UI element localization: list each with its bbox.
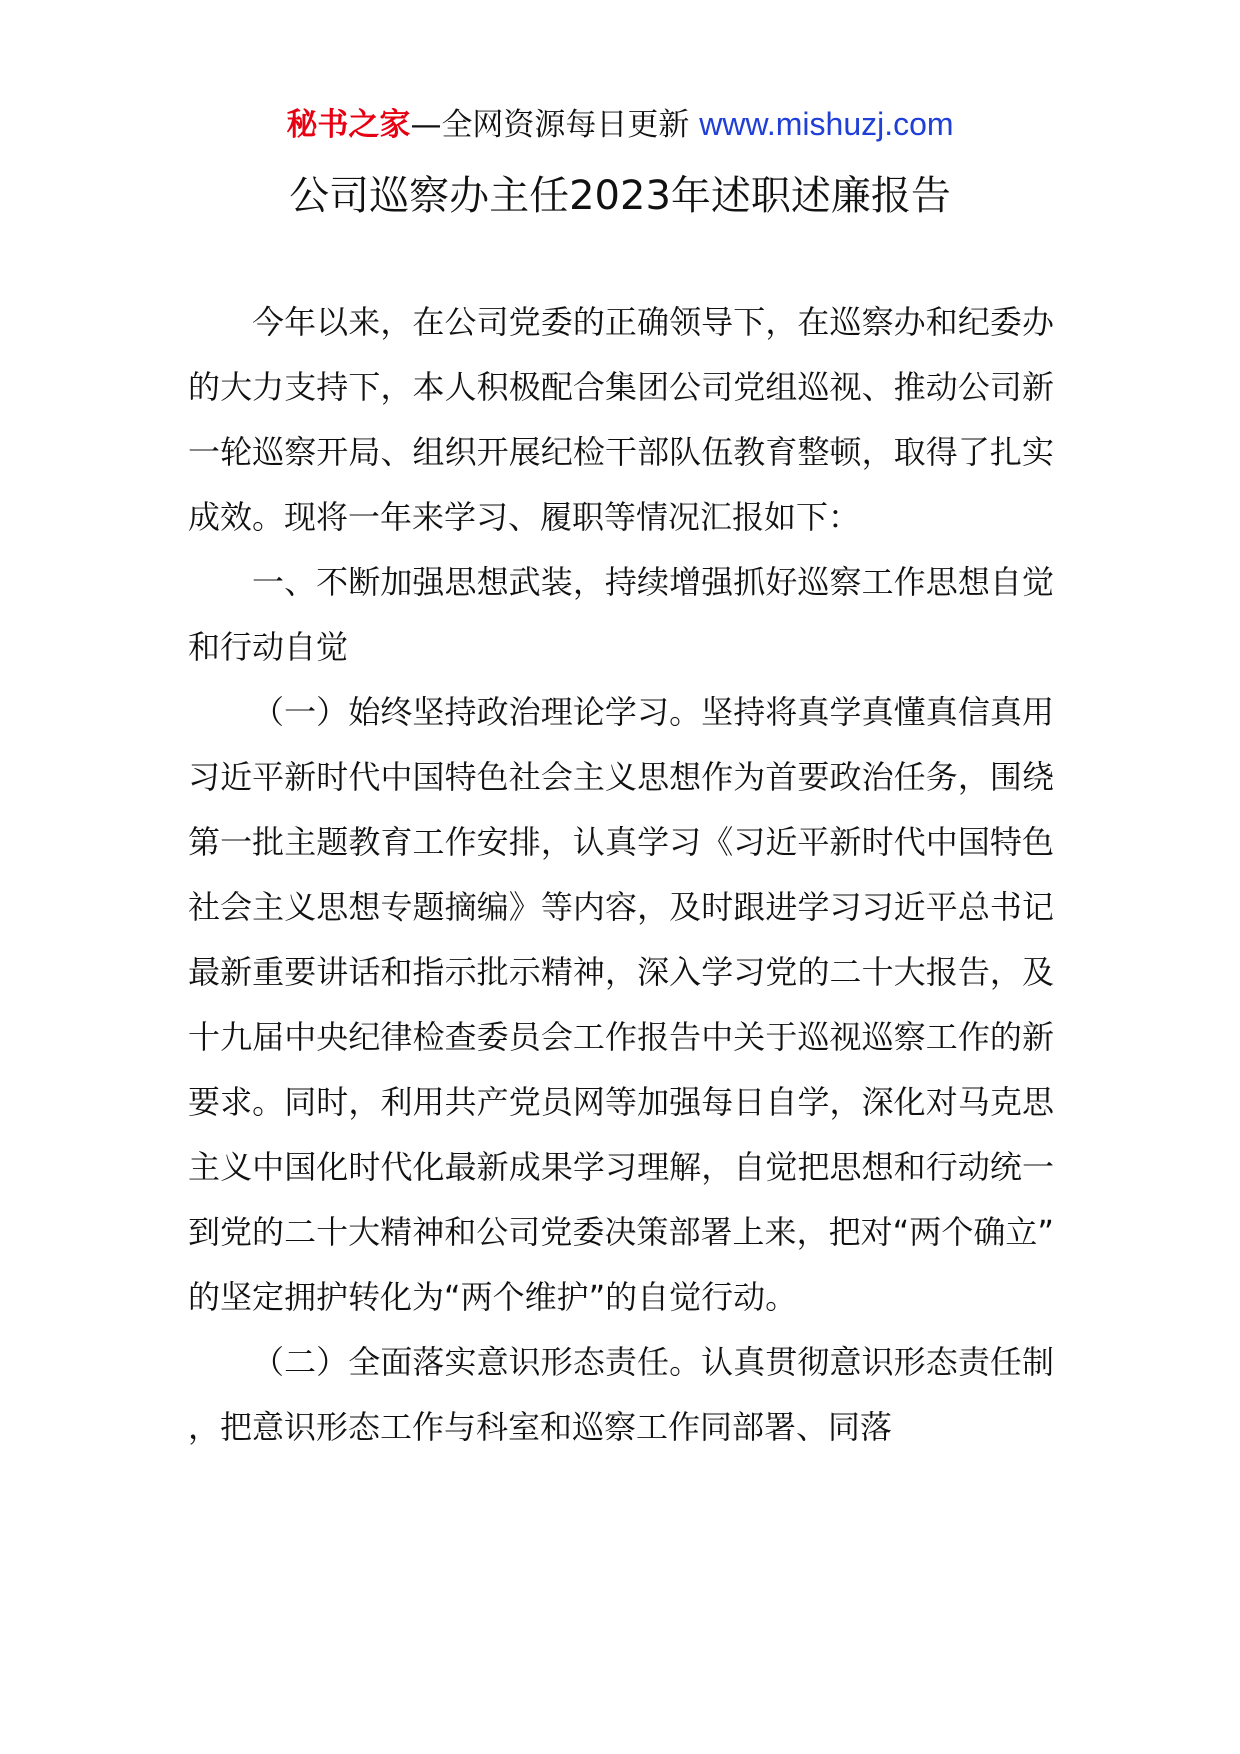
document-body [188, 290, 1054, 1460]
site-brand: 秘书之家 [286, 107, 411, 143]
site-url-link[interactable]: www.mishuzj.com [699, 106, 954, 142]
paragraph-intro: 今年以来，在公司党委的正确领导下，在巡察办和纪委办的大力支持下，本人积极配合集团公司党组巡视、推动公司新一轮巡察开局、组织开展纪检干部队伍教育整顿，取得了扎实成效。现将一年来学习、履职等情况汇报如下： [188, 303, 1054, 536]
document-title: 公司巡察办主任2023年述职述廉报告 [289, 173, 951, 219]
site-header [0, 102, 1240, 147]
site-tagline: —全网资源每日更新 [410, 107, 700, 143]
section-heading-1: 一、不断加强思想武装，持续增强抓好巡察工作思想自觉和行动自觉 [188, 563, 1054, 666]
paragraph-subsection-2: （二）全面落实意识形态责任。认真贯彻意识形态责任制，把意识形态工作与科室和巡察工作同部署、同落 [188, 1343, 1054, 1446]
paragraph-subsection-1: （一）始终坚持政治理论学习。坚持将真学真懂真信真用习近平新时代中国特色社会主义思想作为首要政治任务，围绕第一批主题教育工作安排，认真学习《习近平新时代中国特色社会主义思想专题摘编》等内容，及时跟进学习习近平总书记最新重要讲话和指示批示精神，深入学习党的二十大报告，及十九届中央纪律检查委员会工作报告中关于巡视巡察工作的新要求。同时，利用共产党员网等加强每日自学，深化对马克思主义中国化时代化最新成果学习理解，自觉把思想和行动统一到党的二十大精神和公司党委决策部署上来，把对“两个确立”的坚定拥护转化为“两个维护”的自觉行动。 [188, 693, 1054, 1316]
